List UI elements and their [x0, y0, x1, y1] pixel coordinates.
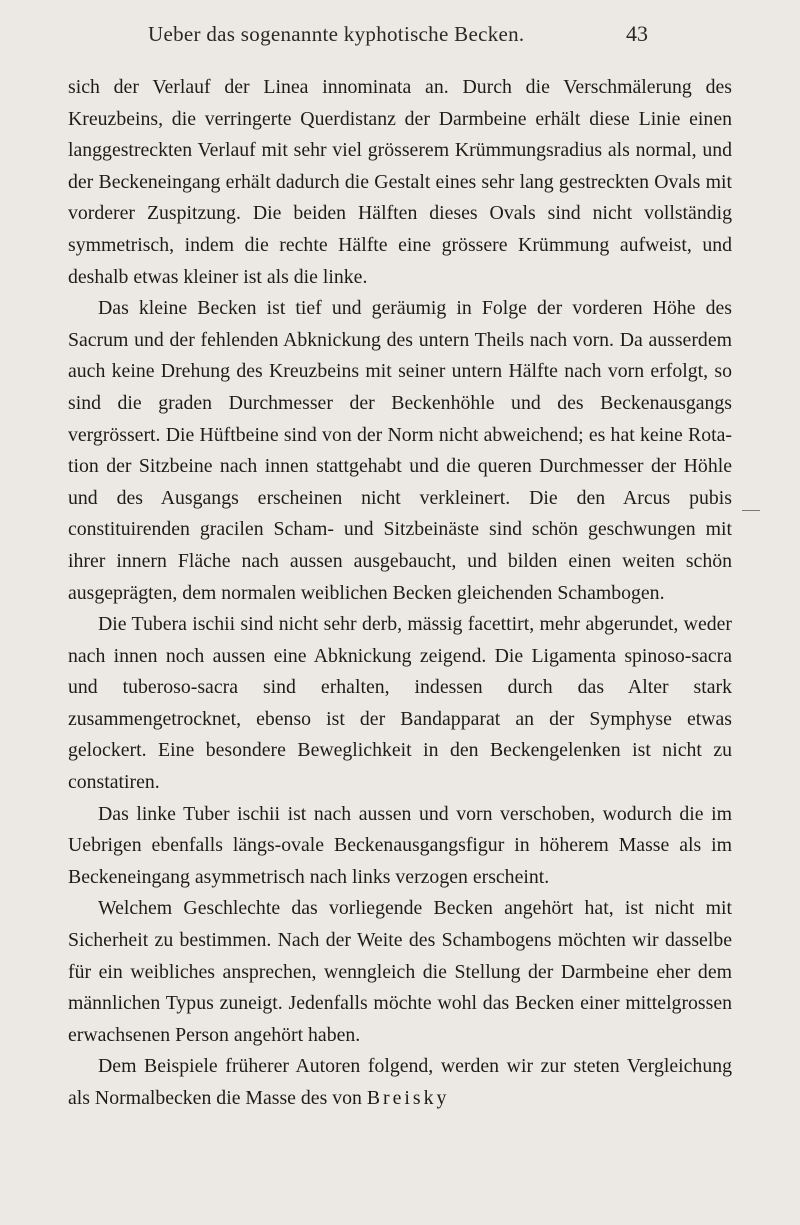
paragraph-6	[68, 1051, 732, 1114]
page-number: 43	[626, 21, 648, 46]
paragraph-3: Die Tubera ischii sind nicht sehr derb, mässig facettirt, mehr abgerundet, weder nach innen noch aussen eine Abknickung zeigend. Die Ligamenta spinoso-sacra und tuberoso-sacra sind erhalten, indessen durch das Alter stark zusammengetrocknet, ebenso ist der Bandapparat an der Symphyse etwas gelockert. Eine besondere Beweglichkeit in den Beckengelenken ist nicht zu constatiren.	[68, 613, 732, 794]
margin-mark	[742, 510, 760, 511]
paragraph-4: Das linke Tuber ischii ist nach aussen und vorn verschoben, wodurch die im Uebrigen ebenfalls längs-ovale Beckenausgangsfigur in höherem Masse als im Beckeneingang asymmetrisch nach links verzogen erscheint.	[68, 802, 732, 888]
page-header	[0, 14, 800, 54]
paragraph-2: Das kleine Becken ist tief und geräumig in Folge der vorderen Höhe des Sacrum und der fehlenden Abknickung des untern Theils nach vorn. Da ausserdem auch keine Drehung des Kreuzbeins mit seiner untern Hälfte nach vorn erfolgt, so sind die graden Durchmesser der Beckenhöhle und des Beckenausgangs vergrössert. Die Hüftbeine sind von der Norm nicht abweichend; es hat keine Rotation der Sitzbeine nach innen stattgehabt und die queren Durchmesser der Höhle und des Ausgangs erscheinen nicht verkleinert. Die den Arcus pubis constituirenden gracilen Scham- und Sitzbeinäste sind schön geschwungen mit ihrer innern Fläche nach aussen ausgebaucht, und bilden einen weiten schön ausgeprägten, dem normalen weiblichen Becken gleichenden Schambogen.	[68, 297, 732, 604]
body-text	[68, 72, 732, 1115]
author-name: Breisky	[366, 1087, 450, 1109]
paragraph-6-text: Dem Beispiele früherer Autoren folgend, werden wir zur steten Vergleichung als Normalbecken die Masse des von	[68, 1055, 732, 1109]
paragraph-5: Welchem Geschlechte das vorliegende Becken angehört hat, ist nicht mit Sicherheit zu bestimmen. Nach der Weite des Schambogens möchten wir dasselbe für ein weibliches ansprechen, wenngleich die Stellung der Darmbeine eher dem männlichen Typus zuneigt. Jedenfalls möchte wohl das Becken einer mittelgrossen erwachsenen Person angehört haben.	[68, 897, 732, 1046]
running-title: Ueber das sogenannte kyphotische Becken.	[148, 22, 525, 46]
paragraph-1: sich der Verlauf der Linea innominata an. Durch die Verschmälerung des Kreuzbeins, die verringerte Querdistanz der Darmbeine erhält diese Linie einen langgestreckten Verlauf mit sehr viel grösserem Krümmungsradius als normal, und der Beckeneingang erhält dadurch die Gestalt eines sehr lang gestreckten Ovals mit vorderer Zuspitzung. Die beiden Hälften dieses Ovals sind nicht vollständig symmetrisch, indem die rechte Hälfte eine grössere Krümmung aufweist, und deshalb etwas kleiner ist als die linke.	[68, 76, 732, 288]
